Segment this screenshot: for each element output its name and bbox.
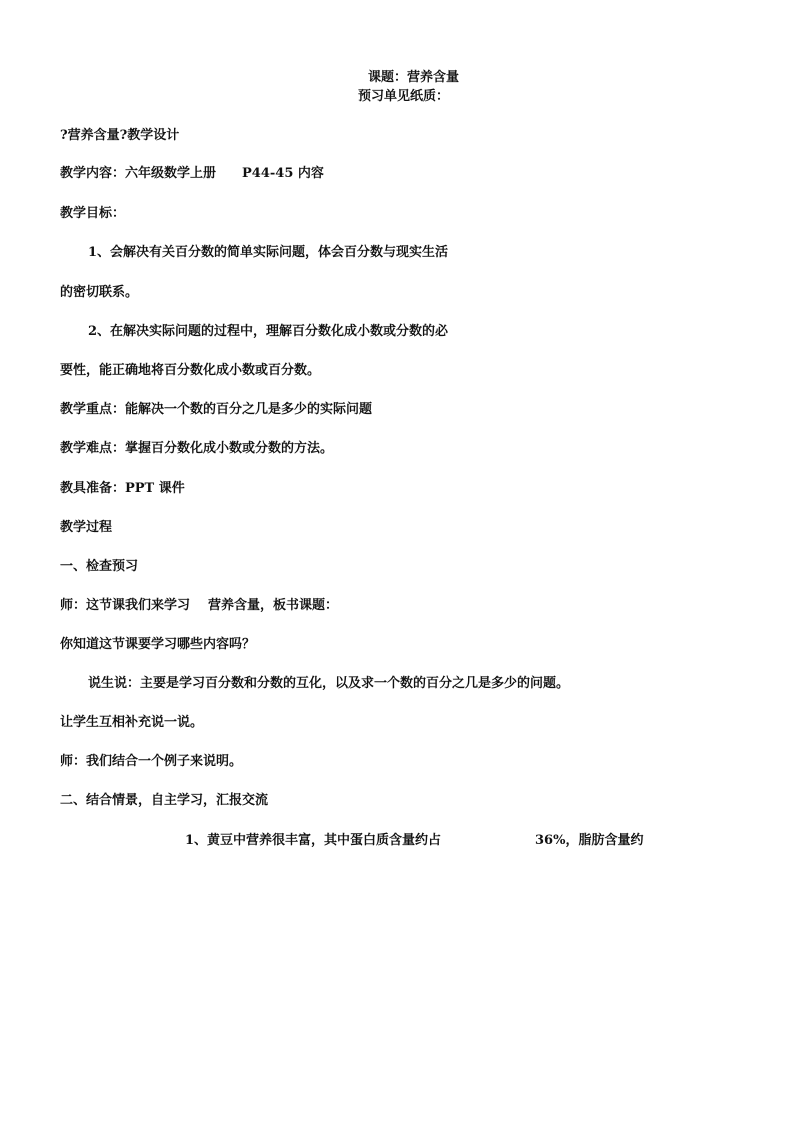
example-part-2: 36%，脂肪含量约 — [535, 833, 644, 848]
teacher-example: 师：我们结合一个例子来说明。 — [60, 754, 243, 769]
section-1-heading: 一、检查预习 — [60, 559, 139, 574]
example-part-1: 1、黄豆中营养很丰富，其中蛋白质含量约占 — [185, 833, 442, 848]
goal-1-line-1: 1、会解决有关百分数的简单实际问题，体会百分数与现实生活 — [88, 245, 449, 260]
key-point: 教学重点：能解决一个数的百分之几是多少的实际问题 — [60, 402, 373, 417]
goal-2-line-2: 要性，能正确地将百分数化成小数或百分数。 — [60, 363, 321, 378]
teaching-content — [60, 166, 324, 182]
goals-heading: 教学目标： — [60, 206, 126, 221]
peer-supplement: 让学生互相补充说一说。 — [60, 715, 204, 730]
materials: 教具准备：PPT 课件 — [60, 481, 185, 496]
teacher-intro — [60, 598, 338, 614]
process-heading: 教学过程 — [60, 520, 113, 535]
lesson-title: 课题：营养含量 — [368, 70, 460, 85]
teacher-intro-part-1: 师：这节课我们来学习 — [60, 598, 191, 613]
section-2-heading: 二、结合情景，自主学习，汇报交流 — [60, 793, 269, 808]
question: 你知道这节课要学习哪些内容吗？ — [60, 637, 256, 652]
teaching-content-pages: P44-45 内容 — [242, 166, 324, 181]
teaching-content-label: 教学内容：六年级数学上册 — [60, 166, 217, 181]
design-title: ?营养含量?教学设计 — [60, 128, 180, 143]
difficulty: 教学难点：掌握百分数化成小数或分数的方法。 — [60, 441, 334, 456]
goal-1-line-2: 的密切联系。 — [60, 285, 139, 300]
teacher-intro-part-2: 营养含量，板书课题： — [208, 598, 339, 613]
goal-2-line-1: 2、在解决实际问题的过程中，理解百分数化成小数或分数的必 — [88, 324, 449, 339]
preview-sheet-note: 预习单见纸质： — [358, 89, 450, 104]
student-answer: 说生说：主要是学习百分数和分数的互化，以及求一个数的百分之几是多少的问题。 — [88, 676, 570, 691]
